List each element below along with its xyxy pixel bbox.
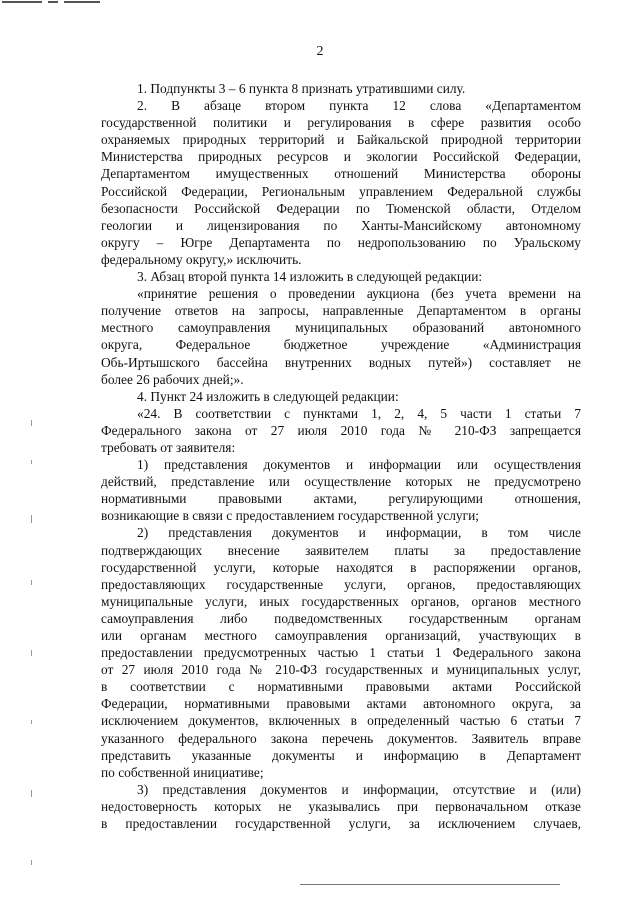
text-line: 3. Абзац второй пункта 14 изложить в следующей редакции: [137, 269, 483, 285]
text-line: самоуправления либо подведомственных государственным органам [101, 610, 581, 626]
text-line: федеральному округу,» исключить. [101, 251, 302, 267]
text-line: округа, Федеральное бюджетное учреждение «Администрация [101, 337, 581, 353]
text-line: 2) представления документов и информации, в том числе [137, 525, 581, 541]
text-line: по собственной инициативе; [101, 764, 264, 780]
text-line: 1. Подпункты 3 – 6 пункта 8 признать утратившими силу. [137, 81, 466, 96]
text-line: «принятие решения о проведении аукциона (без учета времени на [137, 286, 581, 302]
text-line: 1) представления документов и информации или осуществления [137, 457, 581, 473]
text-line: недостоверность которых не указывались при первоначальном отказе [101, 798, 581, 814]
text-line: местного самоуправления муниципальных образований автономного [101, 320, 581, 336]
text-line: Министерства природных ресурсов и экологии Российской Федерации, [101, 149, 581, 165]
text-line: указанного федерального закона перечень документов. Заявитель вправе [101, 730, 581, 746]
text-line: представить указанные документы и информацию в Департамент [101, 747, 581, 763]
text-line: Федерального закона от 27 июля 2010 года № 210-ФЗ запрещается [101, 422, 581, 438]
text-line: получение ответов на запросы, направленные Департаментом в органы [101, 303, 581, 319]
text-line: возникающие в связи с предоставлением государственной услуги; [101, 508, 479, 524]
text-line: предоставлении предусмотренных частью 1 статьи 1 Федерального закона [101, 645, 581, 661]
text-line: исключением документов, включенных в определенный частью 6 статьи 7 [101, 713, 581, 729]
text-line: 3) представления документов и информации, отсутствие и (или) [137, 781, 581, 797]
bottom-scan-line [300, 884, 560, 885]
text-line: муниципальные услуги, иных государственных органов, органов местного [101, 593, 581, 609]
text-line: Обь-Иртышского бассейна внутренних водных путей») составляет не [101, 354, 581, 370]
document-body [101, 80, 581, 832]
scan-artifact-mark [0, 0, 120, 6]
text-line: предоставляющих государственные услуги, органов, предоставляющих [101, 576, 581, 592]
text-line: в соответствии с нормативными правовыми актами Российской [101, 679, 581, 695]
text-line: 4. Пункт 24 изложить в следующей редакции: [137, 388, 399, 404]
text-line: более 26 рабочих дней;». [101, 371, 244, 387]
text-line: государственной политики и регулирования в сфере развития особо [101, 115, 581, 131]
text-line: подтверждающих внесение заявителем платы за предоставление [101, 542, 581, 558]
text-line: требовать от заявителя: [101, 439, 236, 455]
text-line: действий, представление или осуществление которых не предусмотрено [101, 474, 581, 490]
text-line: Федерации, нормативными правовыми актами автономного округа, за [101, 696, 581, 712]
text-line: нормативными правовыми актами, регулирующими отношения, [101, 491, 581, 507]
text-line: безопасности Российской Федерации по Тюменской области, Отделом [101, 200, 581, 216]
text-line: Департаментом имущественных отношений Министерства обороны [101, 166, 581, 182]
text-line: округу – Югре Департамента по недропользованию по Уральскому [101, 234, 581, 250]
text-line: 2. В абзаце втором пункта 12 слова «Департаментом [137, 98, 581, 114]
text-line: от 27 июля 2010 года № 210-ФЗ государственных и муниципальных услуг, [101, 662, 581, 678]
text-line: «24. В соответствии с пунктами 1, 2, 4, 5 части 1 статьи 7 [137, 405, 581, 421]
text-line: геологии и лицензирования по Ханты-Мансийскому автономному [101, 217, 581, 233]
text-line: охраняемых природных территорий и Байкальской природной территории [101, 132, 581, 148]
scan-margin-dots [28, 420, 36, 890]
text-line: или органам местного самоуправления организаций, участвующих в [101, 628, 581, 643]
text-line: в предоставлении государственной услуги, за исключением случаев, [101, 816, 581, 832]
text-line: Российской Федерации, Региональным управлением Федеральной службы [101, 183, 581, 199]
text-line: государственной услуги, которые находятся в распоряжении органов, [101, 559, 581, 575]
page-number: 2 [316, 44, 324, 59]
